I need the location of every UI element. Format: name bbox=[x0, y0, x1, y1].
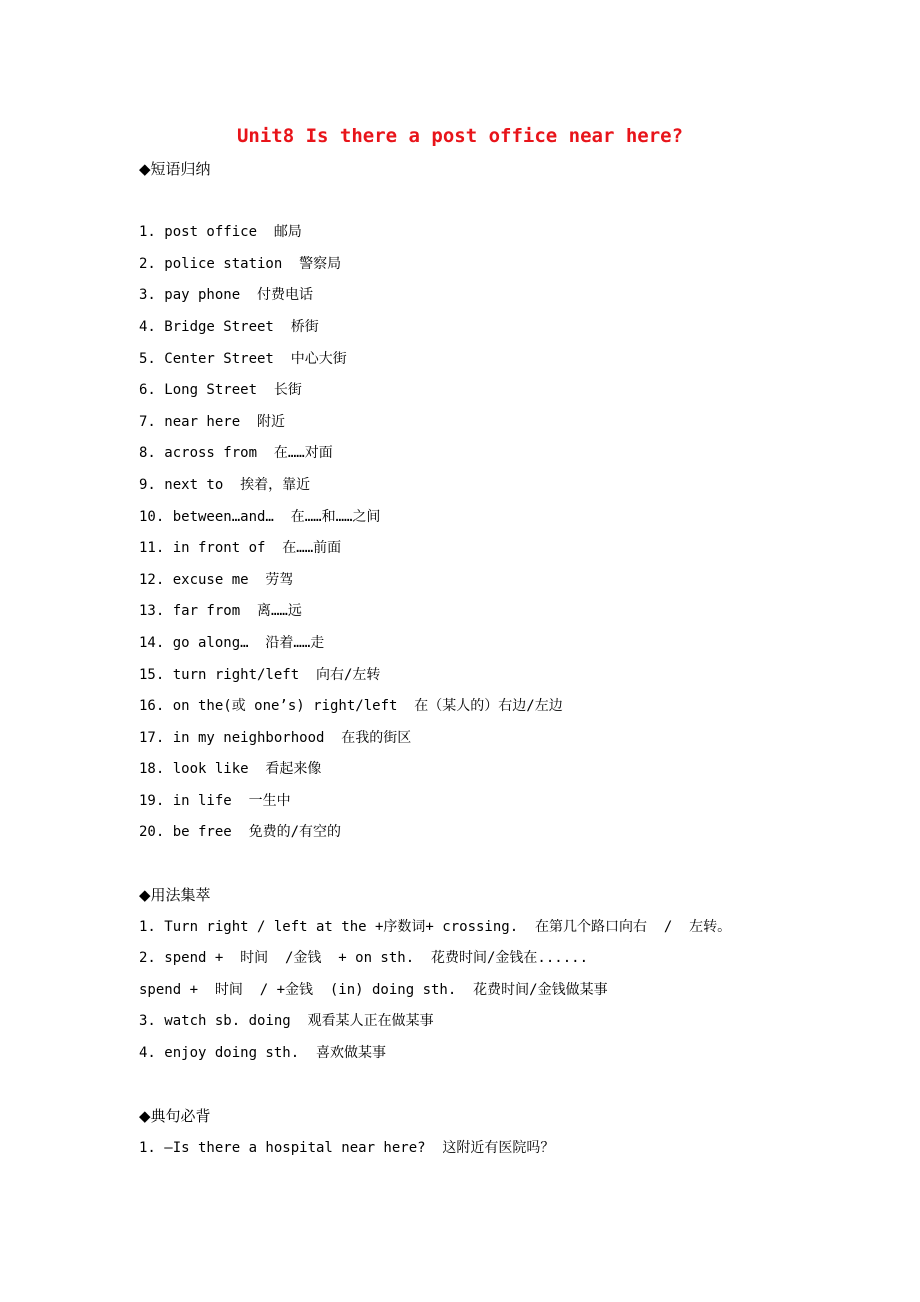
usage-item: 1. Turn right / left at the +序数词+ crossing. 在第几个路口向右 / 左转。 bbox=[139, 918, 732, 935]
page-title: Unit8 Is there a post office near here? bbox=[236, 125, 684, 147]
phrase-item: 14. go along… 沿着……走 bbox=[139, 634, 325, 651]
sentence-item: 1. —Is there a hospital near here? 这附近有医院吗？ bbox=[139, 1139, 555, 1156]
phrase-item: 9. next to 挨着，靠近 bbox=[139, 476, 311, 493]
usage-item: spend + 时间 / +金钱 (in) doing sth. 花费时间/金钱做某事 bbox=[139, 981, 608, 998]
usage-heading: ◆用法集萃 bbox=[139, 886, 211, 904]
phrase-item: 3. pay phone 付费电话 bbox=[139, 287, 314, 304]
phrases-heading: ◆短语归纳 bbox=[139, 160, 211, 178]
usage-item: 3. watch sb. doing 观看某人正在做某事 bbox=[139, 1013, 434, 1030]
phrase-item: 18. look like 看起来像 bbox=[139, 761, 322, 778]
phrase-item: 10. between…and… 在……和……之间 bbox=[139, 508, 381, 525]
phrase-item: 5. Center Street 中心大街 bbox=[139, 350, 347, 367]
phrase-item: 12. excuse me 劳驾 bbox=[139, 571, 294, 588]
phrase-item: 4. Bridge Street 桥街 bbox=[139, 318, 319, 335]
phrase-item: 20. be free 免费的/有空的 bbox=[139, 824, 342, 841]
phrases-section bbox=[139, 154, 899, 849]
phrase-item: 7. near here 附近 bbox=[139, 413, 286, 430]
usage-item: 2. spend + 时间 /金钱 + on sth. 花费时间/金钱在...... bbox=[139, 950, 589, 967]
phrase-item: 8. across from 在……对面 bbox=[139, 445, 333, 462]
usage-section bbox=[139, 880, 899, 1070]
phrase-item: 6. Long Street 长街 bbox=[139, 382, 302, 399]
phrase-item: 16. on the(或 one’s) right/left 在（某人的）右边/左边 bbox=[139, 698, 563, 715]
phrase-item: 17. in my neighborhood 在我的街区 bbox=[139, 729, 412, 746]
phrase-item: 15. turn right/left 向右/左转 bbox=[139, 666, 381, 683]
phrase-item: 19. in life 一生中 bbox=[139, 792, 291, 809]
usage-item: 4. enjoy doing sth. 喜欢做某事 bbox=[139, 1044, 387, 1061]
phrase-item: 13. far from 离……远 bbox=[139, 603, 302, 620]
spacer bbox=[139, 186, 899, 218]
phrase-item: 2. police station 警察局 bbox=[139, 255, 342, 272]
phrase-item: 11. in front of 在……前面 bbox=[139, 540, 342, 557]
sentences-section bbox=[139, 1101, 899, 1164]
phrase-item: 1. post office 邮局 bbox=[139, 224, 302, 241]
sentences-heading: ◆典句必背 bbox=[139, 1107, 211, 1125]
